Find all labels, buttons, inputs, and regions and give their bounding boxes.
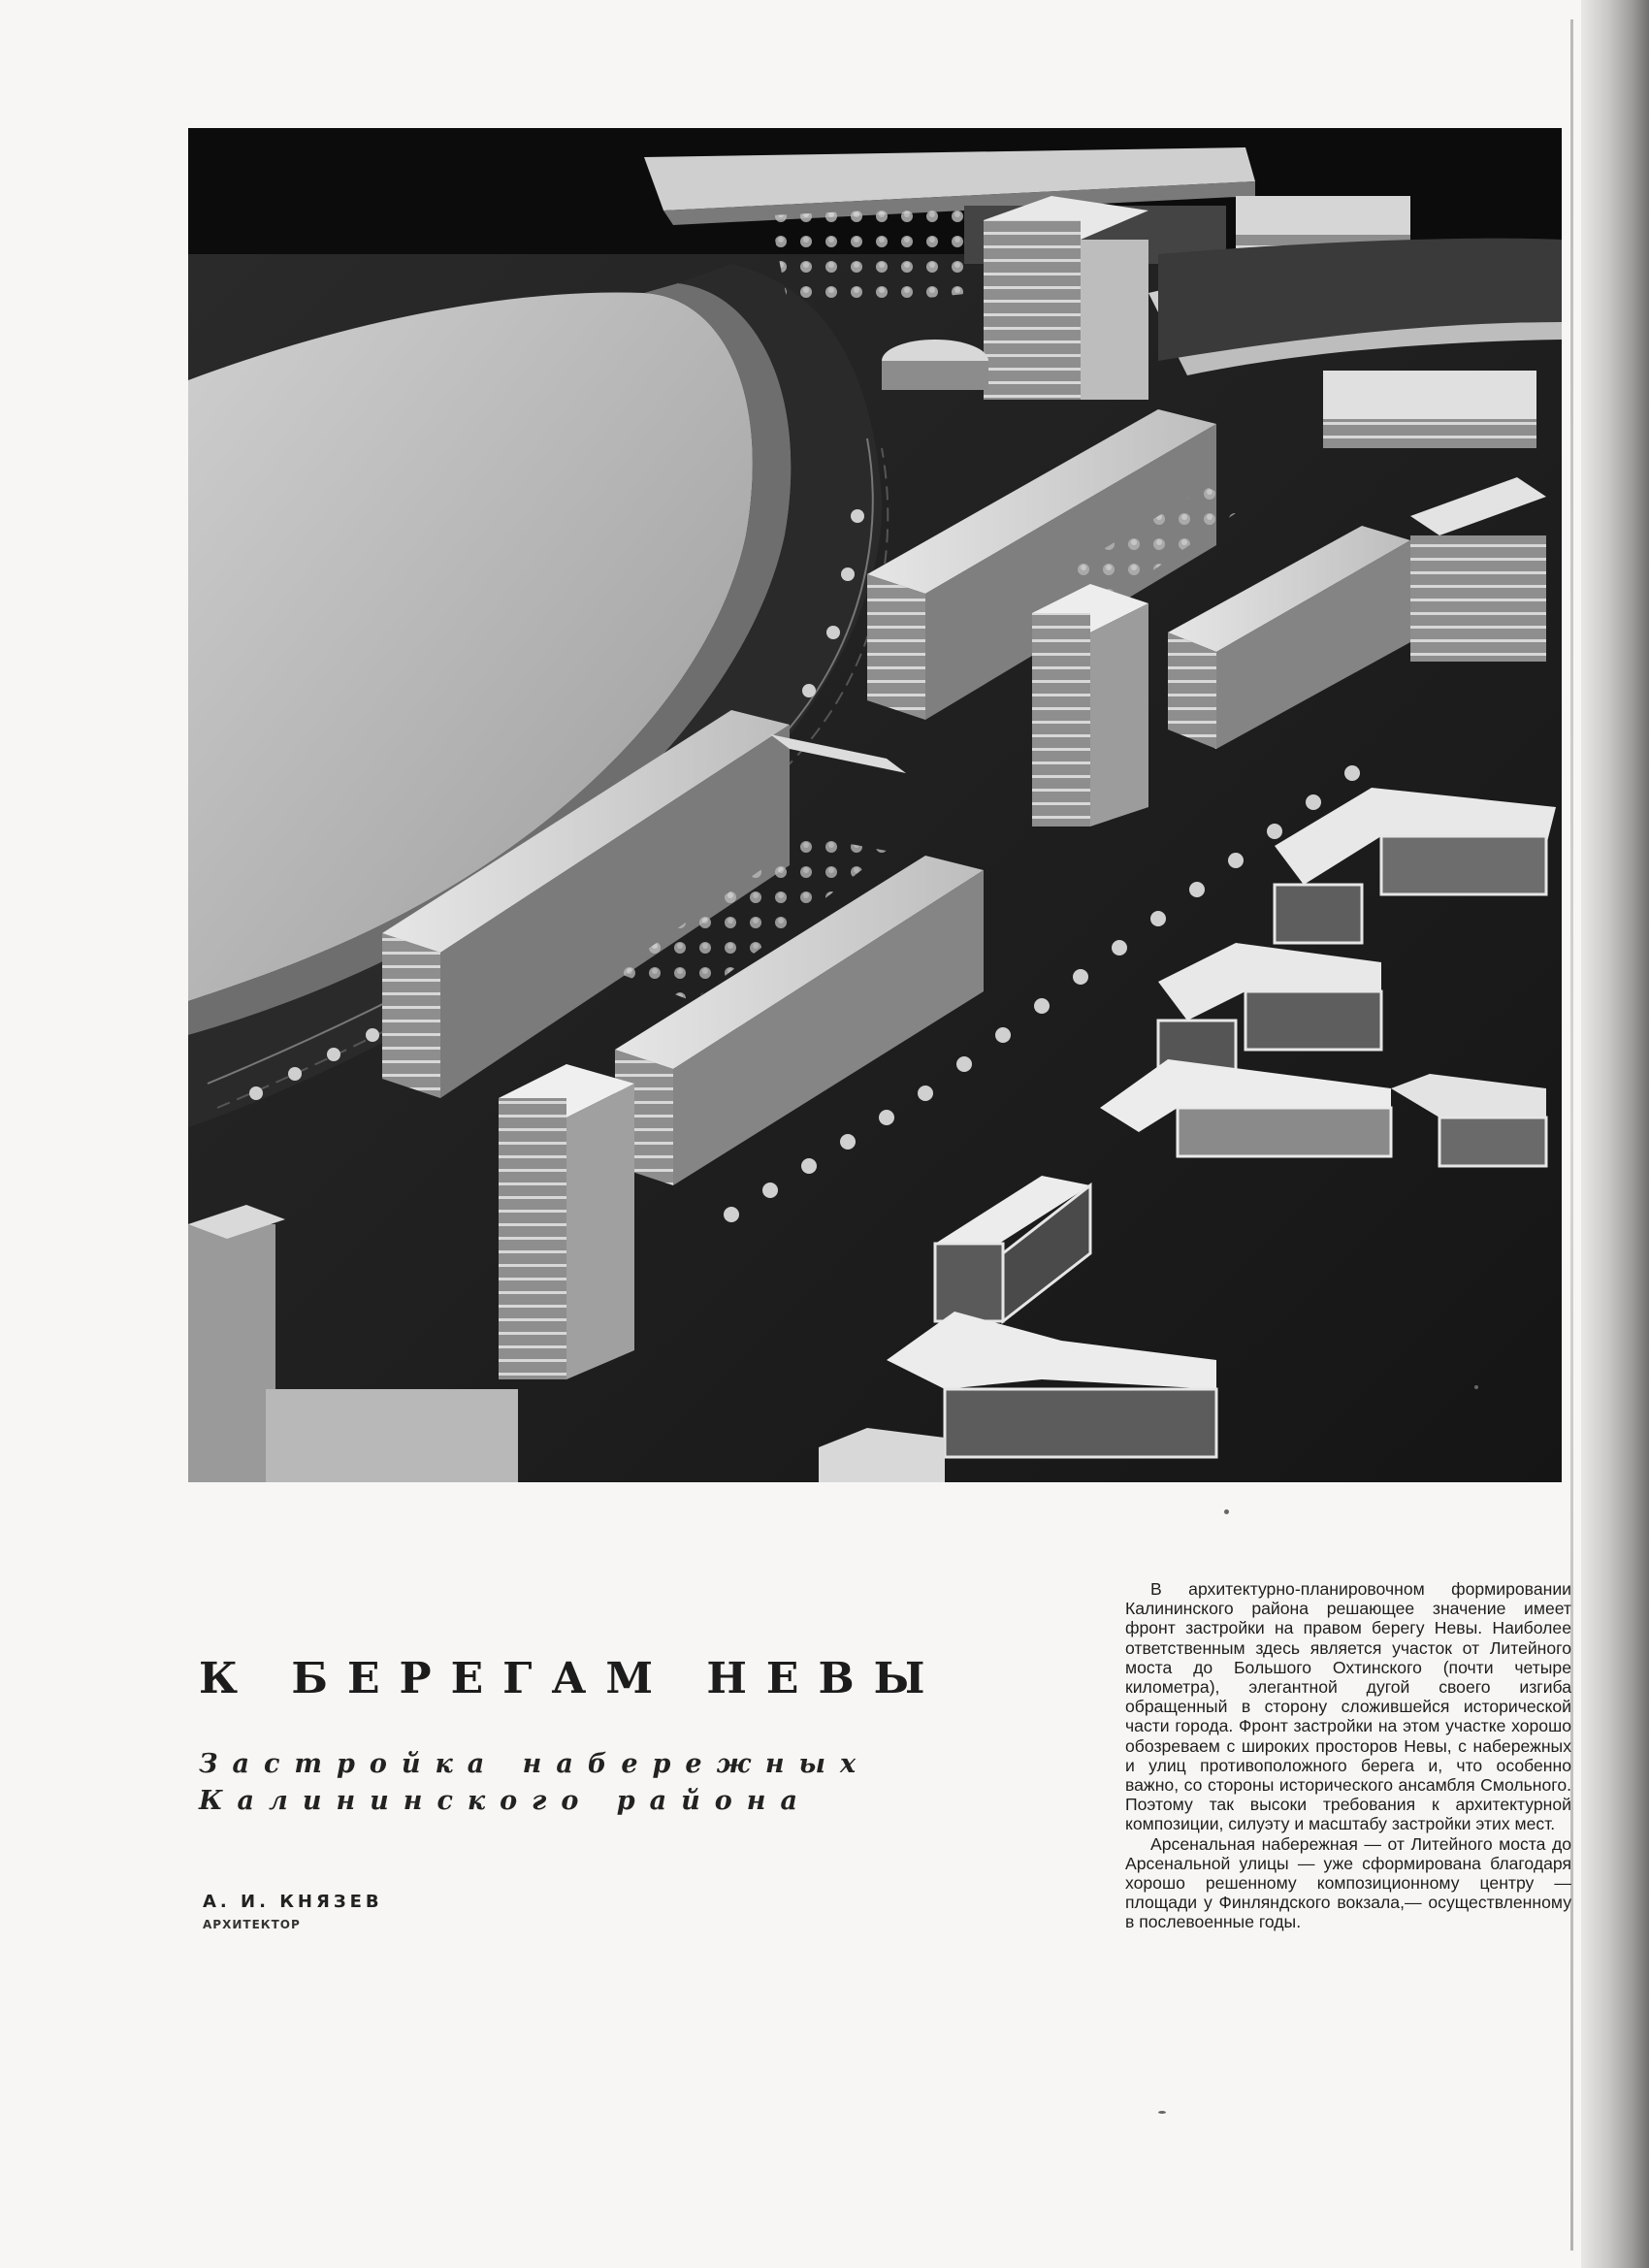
article-subtitle bbox=[199, 1746, 936, 1820]
model-illustration bbox=[188, 128, 1562, 1482]
architectural-model-photo bbox=[188, 128, 1562, 1482]
scan-speck bbox=[1224, 1509, 1229, 1514]
subtitle-line-2: Калининского района bbox=[199, 1786, 812, 1816]
article-title: К БЕРЕГАМ НЕВЫ bbox=[199, 1654, 945, 1703]
scan-speck bbox=[1158, 2111, 1166, 2114]
author-name: А. И. КНЯЗЕВ bbox=[203, 1892, 383, 1912]
scan-speck bbox=[1474, 1385, 1478, 1389]
article-paragraph-1: В архитектурно-планировочном формировании Калининского района решающее значение имеет фронт застройки на правом берегу Невы. Наиболее ответственным здесь является участок от Литейного моста до Большого Охтинского (почти четыре километра), элегантной дугой своего изгиба обращенный в сторону сложившейся исторической части города. Фронт застройки на этом участке хорошо обозреваем с широких просторов Невы, с набережных и улиц противоположного берега и, что особенно важно, со стороны исторического ансамбля Смольного. Поэтому так высоки требования к архитектурной композиции, силуэту и масштабу застройки этих мест. bbox=[1125, 1579, 1571, 1834]
article-paragraph-2: Арсенальная набережная — от Литейного моста до Арсенальной улицы — уже сформирована благодаря хорошо решенному композиционному центру — площади у Финляндского вокзала,— осуществленному в послевоенные годы. bbox=[1125, 1833, 1571, 1932]
article-body bbox=[1125, 1579, 1571, 1932]
author-role: АРХИТЕКТОР bbox=[203, 1918, 301, 1931]
scan-page-edge bbox=[1581, 0, 1649, 2268]
subtitle-line-1: Застройка набережных bbox=[199, 1749, 871, 1779]
